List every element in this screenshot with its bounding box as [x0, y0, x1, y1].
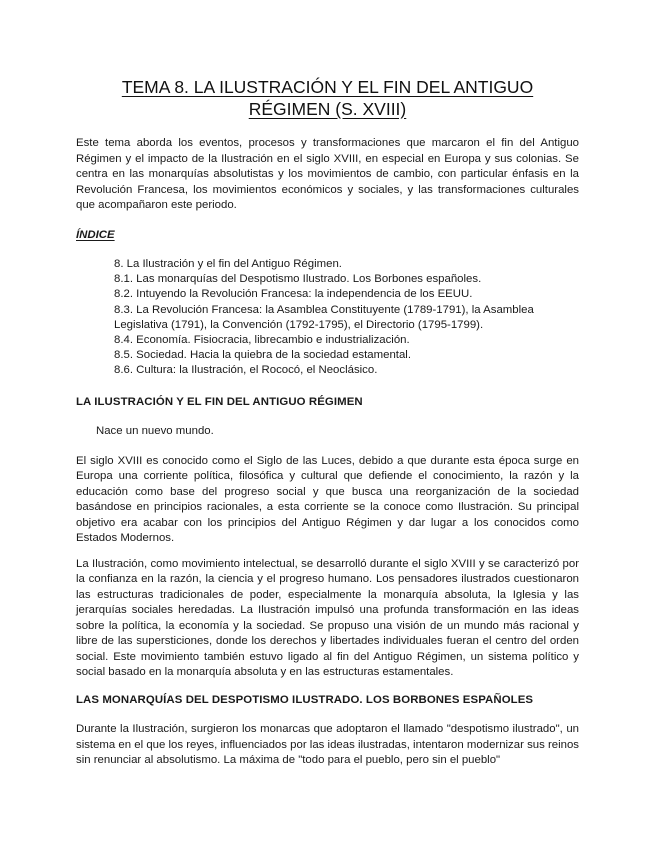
index-item: 8.4. Economía. Fisiocracia, librecambio e industrialización. [114, 334, 410, 347]
index-item: 8.2. Intuyendo la Revolución Francesa: la independencia de los EEUU. [114, 288, 473, 301]
index-item: 8.6. Cultura: la Ilustración, el Rococó, el Neoclásico. [114, 364, 378, 377]
index-heading: ÍNDICE [76, 228, 115, 241]
index-item: 8.3. La Revolución Francesa: la Asamblea Constituyente (1789-1791), la Asamblea Legislativa (1791), la Convención (1792-1795), el Directorio (1795-1799). [114, 303, 534, 331]
intro-paragraph: Este tema aborda los eventos, procesos y transformaciones que marcaron el fin del Antiguo Régimen y el impacto de la Ilustración en el siglo XVIII, en especial en Europa y sus colonias. Se centra en las monarquías absolutistas y los movimientos de cambio, con particular énfasis en la Revolución Francesa, los movimientos económicos y sociales, y las transformaciones culturales que acompañaron este periodo. [76, 137, 579, 211]
section-heading-monarquias: LAS MONARQUÍAS DEL DESPOTISMO ILUSTRADO. LOS BORBONES ESPAÑOLES [76, 693, 534, 706]
index-list [76, 257, 579, 379]
index-item: 8. La Ilustración y el fin del Antiguo Régimen. [114, 258, 342, 270]
title-line-2: RÉGIMEN (S. XVIII) [248, 99, 407, 119]
section-1-paragraph-2: La Ilustración, como movimiento intelectual, se desarrolló durante el siglo XVIII y se caracterizó por la confianza en la razón, la ciencia y el progreso humano. Los pensadores ilustrados cuestionaron las estructuras tradicionales de poder, especialmente la monarquía absoluta, la Iglesia y las jerarquías sociales heredadas. La Ilustración impulsó una profunda transformación en las ideas sobre la política, la economía y la sociedad. Se propuso una visión de un mundo más racional y libre de las supersticiones, donde los derechos y libertades individuales fueran el centro del orden social. Este movimiento también estuvo ligado al fin del Antiguo Régimen, un sistema político y social basado en la monarquía absoluta y en las estructuras estamentales. [76, 557, 579, 679]
title-line-1: TEMA 8. LA ILUSTRACIÓN Y EL FIN DEL ANTIGUO [121, 77, 534, 97]
index-item: 8.5. Sociedad. Hacia la quiebra de la sociedad estamental. [114, 349, 411, 362]
section-heading-ilustracion: LA ILUSTRACIÓN Y EL FIN DEL ANTIGUO RÉGIMEN [76, 395, 363, 408]
index-item: 8.1. Las monarquías del Despotismo Ilustrado. Los Borbones españoles. [114, 273, 482, 286]
section-1-paragraph-1: El siglo XVIII es conocido como el Siglo de las Luces, debido a que durante esta época surge en Europa una corriente política, filosófica y cultural que defiende el conocimiento, la razón y la educación como base del progreso social y que busca una reorganización de la sociedad basándose en principios racionales, a esta corriente se la conoce como Ilustración. Su principal objetivo era acabar con los principios del Antiguo Régimen y dar lugar a los conocidos como Estados Modernos. [76, 454, 579, 545]
section-subtitle: Nace un nuevo mundo. [96, 425, 214, 438]
document-title [76, 76, 579, 120]
section-2-paragraph-1: Durante la Ilustración, surgieron los monarcas que adoptaron el llamado "despotismo ilustrado", un sistema en el que los reyes, influenciados por las ideas ilustradas, intentaron modernizar sus reinos sin renunciar al absolutismo. La máxima de "todo para el pueblo, pero sin el pueblo" [76, 723, 579, 767]
